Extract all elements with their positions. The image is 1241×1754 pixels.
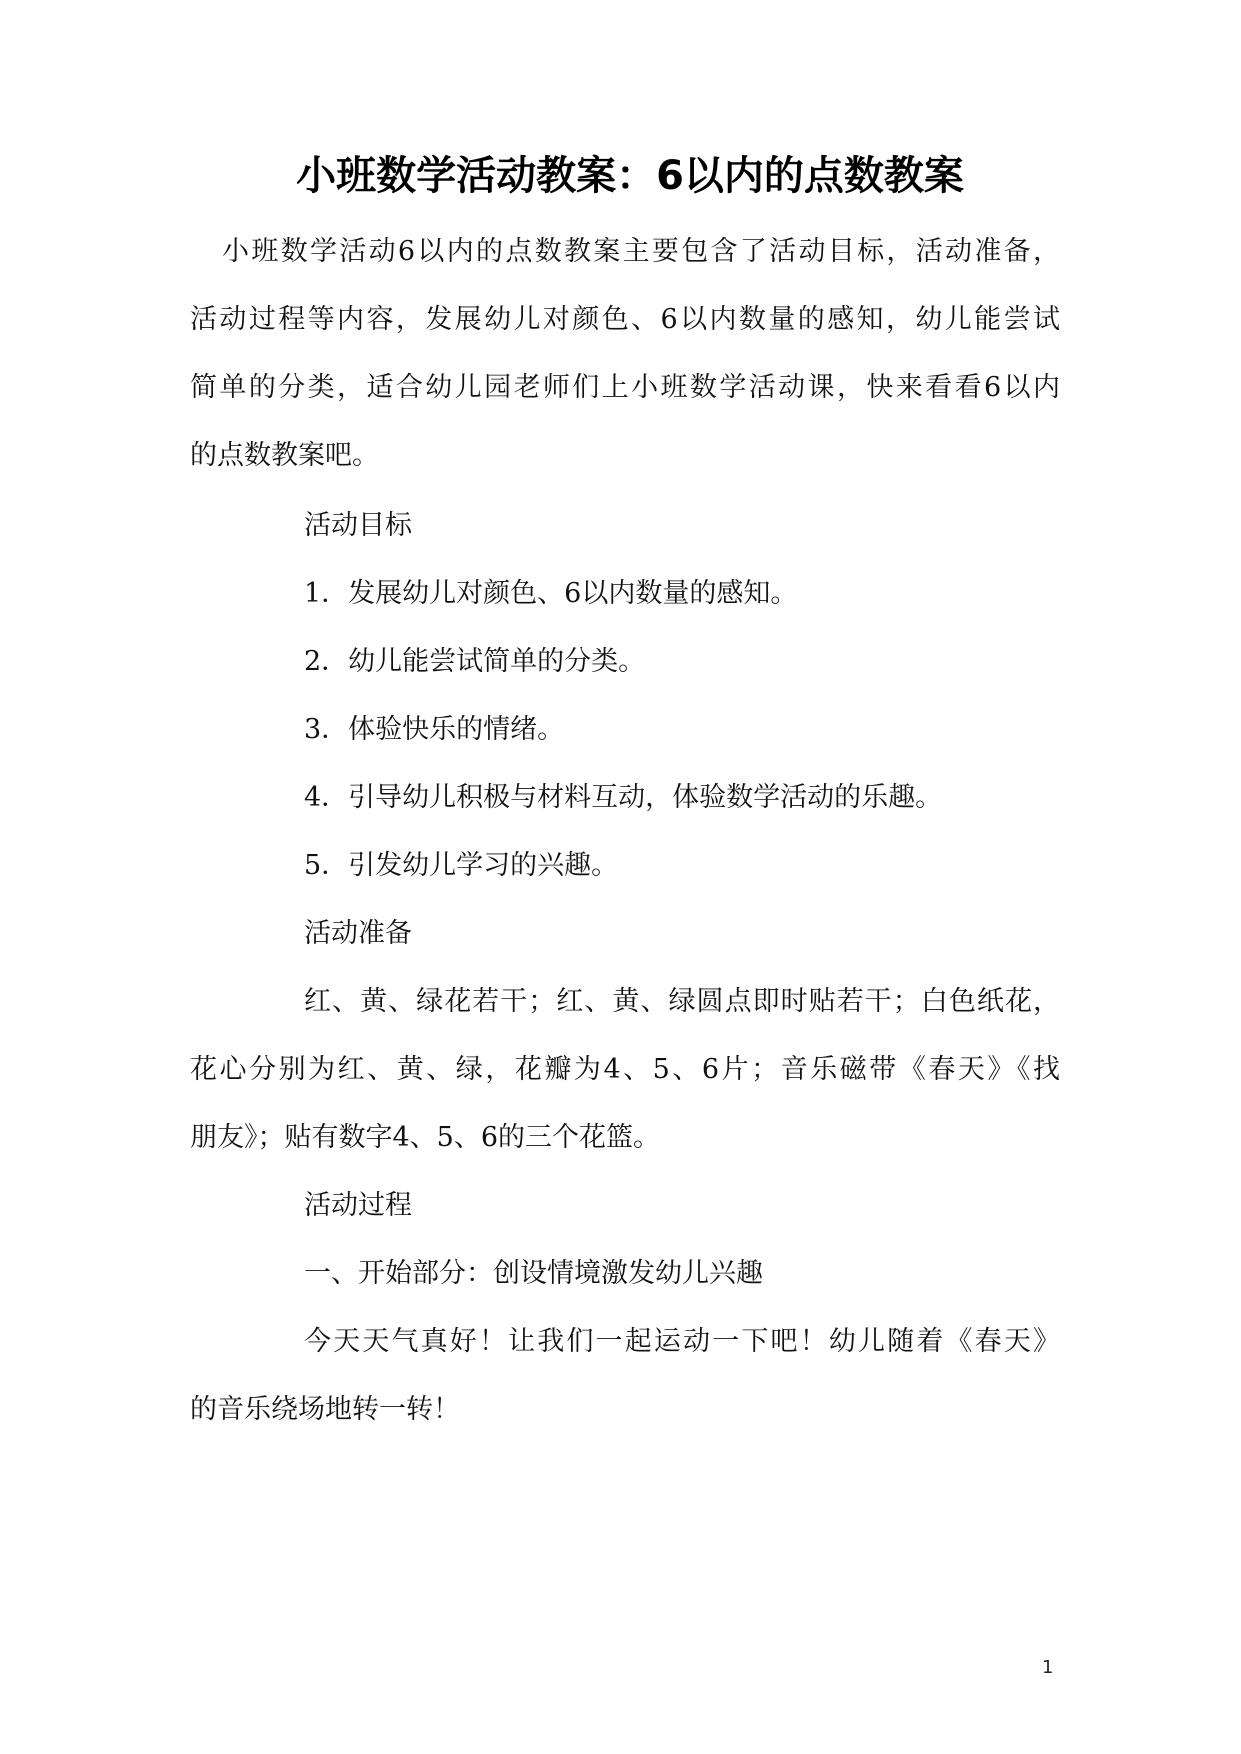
preparation-line: 朋友》；贴有数字4、5、6的三个花篮。	[190, 1122, 661, 1153]
intro-line: 活动过程等内容，发展幼儿对颜色、6以内数量的感知，幼儿能尝试	[190, 304, 1060, 335]
intro-line: 简单的分类，适合幼儿园老师们上小班数学活动课，快来看看6以内	[190, 372, 1060, 403]
goal-item: 3．体验快乐的情绪。	[304, 714, 565, 745]
intro-line: 小班数学活动6以内的点数教案主要包含了活动目标，活动准备，	[222, 236, 1060, 267]
process-heading: 活动过程	[304, 1190, 412, 1221]
goal-item: 4．引导幼儿积极与材料互动，体验数学活动的乐趣。	[304, 782, 943, 813]
preparation-line: 红、黄、绿花若干；红、黄、绿圆点即时贴若干；白色纸花，	[304, 986, 1060, 1017]
preparation-heading: 活动准备	[304, 918, 412, 949]
process-step-line: 的音乐绕场地转一转！	[190, 1394, 460, 1425]
goals-heading: 活动目标	[304, 510, 412, 541]
process-step-heading: 一、开始部分：创设情境激发幼儿兴趣	[304, 1258, 763, 1289]
goal-item: 1．发展幼儿对颜色、6以内数量的感知。	[304, 578, 798, 609]
process-step-line: 今天天气真好！让我们一起运动一下吧！幼儿随着《春天》	[304, 1326, 1060, 1357]
intro-line: 的点数教案吧。	[190, 440, 379, 471]
document-title: 小班数学活动教案：6以内的点数教案	[296, 153, 964, 199]
preparation-line: 花心分别为红、黄、绿，花瓣为4、5、6片；音乐磁带《春天》《找	[190, 1054, 1060, 1085]
goal-item: 2．幼儿能尝试简单的分类。	[304, 646, 646, 677]
page-number: 1	[1042, 1657, 1054, 1678]
goal-item: 5．引发幼儿学习的兴趣。	[304, 850, 619, 881]
